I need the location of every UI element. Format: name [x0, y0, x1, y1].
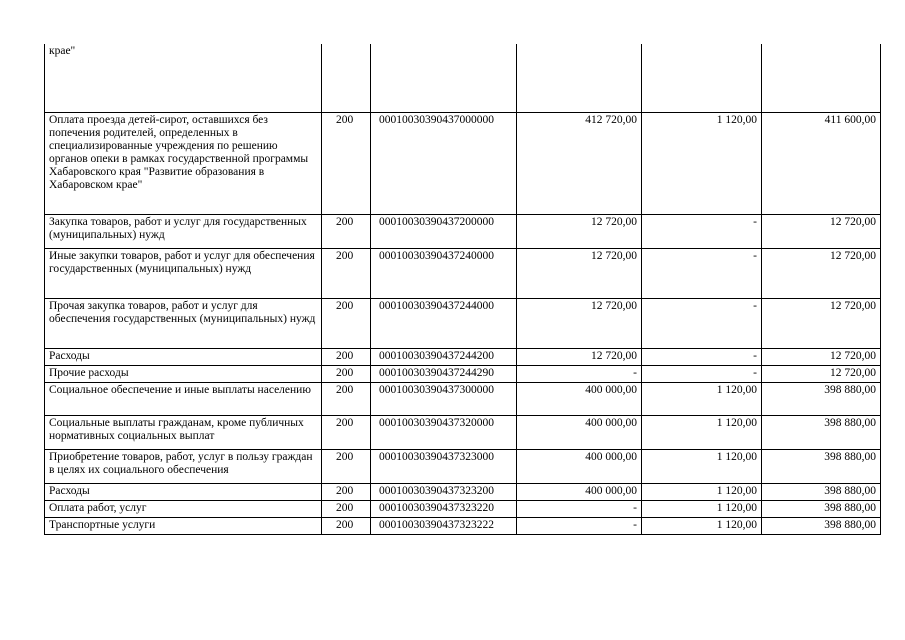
cell-budget-classification-code: 00010030390437323200 — [371, 483, 517, 500]
cell-executed-amount: - — [642, 348, 762, 365]
cell-line-code: 200 — [322, 112, 371, 214]
cell-name: крае" — [45, 44, 322, 112]
cell-name: Социальное обеспечение и иные выплаты населению — [45, 382, 322, 415]
cell-unexecuted-amount: 398 880,00 — [762, 517, 881, 534]
cell-line-code: 200 — [322, 500, 371, 517]
cell-executed-amount: 1 120,00 — [642, 517, 762, 534]
cell-approved-amount — [517, 44, 642, 112]
cell-executed-amount: - — [642, 248, 762, 298]
cell-budget-classification-code — [371, 44, 517, 112]
cell-name: Социальные выплаты гражданам, кроме публичных нормативных социальных выплат — [45, 415, 322, 449]
cell-executed-amount — [642, 44, 762, 112]
cell-executed-amount: 1 120,00 — [642, 415, 762, 449]
cell-executed-amount: 1 120,00 — [642, 449, 762, 483]
cell-budget-classification-code: 00010030390437300000 — [371, 382, 517, 415]
cell-budget-classification-code: 00010030390437244290 — [371, 365, 517, 382]
cell-unexecuted-amount: 12 720,00 — [762, 365, 881, 382]
cell-line-code: 200 — [322, 298, 371, 348]
cell-unexecuted-amount: 12 720,00 — [762, 214, 881, 248]
cell-name: Расходы — [45, 348, 322, 365]
cell-name: Приобретение товаров, работ, услуг в пользу граждан в целях их социального обеспечения — [45, 449, 322, 483]
cell-unexecuted-amount: 398 880,00 — [762, 483, 881, 500]
cell-name: Иные закупки товаров, работ и услуг для обеспечения государственных (муниципальных) нужд — [45, 248, 322, 298]
cell-name: Прочие расходы — [45, 365, 322, 382]
table-row — [45, 415, 881, 449]
cell-name: Прочая закупка товаров, работ и услуг для обеспечения государственных (муниципальных) нужд — [45, 298, 322, 348]
cell-line-code: 200 — [322, 415, 371, 449]
cell-name: Расходы — [45, 483, 322, 500]
cell-executed-amount: - — [642, 365, 762, 382]
cell-approved-amount: 400 000,00 — [517, 382, 642, 415]
cell-budget-classification-code: 00010030390437244200 — [371, 348, 517, 365]
table-row — [45, 517, 881, 534]
cell-budget-classification-code: 00010030390437240000 — [371, 248, 517, 298]
cell-executed-amount: 1 120,00 — [642, 500, 762, 517]
cell-unexecuted-amount: 398 880,00 — [762, 382, 881, 415]
cell-line-code: 200 — [322, 483, 371, 500]
table-row — [45, 44, 881, 112]
cell-unexecuted-amount: 12 720,00 — [762, 348, 881, 365]
cell-budget-classification-code: 00010030390437323222 — [371, 517, 517, 534]
cell-approved-amount: 12 720,00 — [517, 298, 642, 348]
cell-executed-amount: 1 120,00 — [642, 382, 762, 415]
cell-budget-classification-code: 00010030390437323220 — [371, 500, 517, 517]
cell-budget-classification-code: 00010030390437000000 — [371, 112, 517, 214]
cell-unexecuted-amount: 411 600,00 — [762, 112, 881, 214]
table-row — [45, 298, 881, 348]
table-body — [45, 44, 881, 534]
cell-executed-amount: - — [642, 214, 762, 248]
table-row — [45, 348, 881, 365]
cell-unexecuted-amount: 12 720,00 — [762, 248, 881, 298]
cell-approved-amount: 400 000,00 — [517, 483, 642, 500]
cell-line-code: 200 — [322, 449, 371, 483]
table-row — [45, 112, 881, 214]
cell-executed-amount: 1 120,00 — [642, 483, 762, 500]
cell-budget-classification-code: 00010030390437320000 — [371, 415, 517, 449]
cell-unexecuted-amount: 398 880,00 — [762, 500, 881, 517]
table-row — [45, 248, 881, 298]
cell-name: Оплата проезда детей-сирот, оставшихся без попечения родителей, определенных в специализированные учреждения по решению органов опеки в рамках государственной программы Хабаровского края "Развитие образования в Хабаровском крае" — [45, 112, 322, 214]
cell-budget-classification-code: 00010030390437323000 — [371, 449, 517, 483]
table-row — [45, 483, 881, 500]
cell-line-code: 200 — [322, 365, 371, 382]
cell-line-code: 200 — [322, 348, 371, 365]
cell-approved-amount: 400 000,00 — [517, 449, 642, 483]
cell-name: Транспортные услуги — [45, 517, 322, 534]
cell-executed-amount: 1 120,00 — [642, 112, 762, 214]
cell-line-code — [322, 44, 371, 112]
cell-line-code: 200 — [322, 248, 371, 298]
table-row — [45, 214, 881, 248]
cell-unexecuted-amount — [762, 44, 881, 112]
cell-budget-classification-code: 00010030390437200000 — [371, 214, 517, 248]
cell-approved-amount: - — [517, 517, 642, 534]
cell-line-code: 200 — [322, 517, 371, 534]
cell-unexecuted-amount: 12 720,00 — [762, 298, 881, 348]
cell-approved-amount: - — [517, 500, 642, 517]
cell-unexecuted-amount: 398 880,00 — [762, 449, 881, 483]
cell-approved-amount: - — [517, 365, 642, 382]
cell-unexecuted-amount: 398 880,00 — [762, 415, 881, 449]
cell-line-code: 200 — [322, 214, 371, 248]
table-row — [45, 382, 881, 415]
cell-line-code: 200 — [322, 382, 371, 415]
cell-approved-amount: 12 720,00 — [517, 248, 642, 298]
table-row — [45, 500, 881, 517]
cell-approved-amount: 12 720,00 — [517, 348, 642, 365]
cell-approved-amount: 412 720,00 — [517, 112, 642, 214]
cell-name: Оплата работ, услуг — [45, 500, 322, 517]
cell-approved-amount: 12 720,00 — [517, 214, 642, 248]
cell-name: Закупка товаров, работ и услуг для государственных (муниципальных) нужд — [45, 214, 322, 248]
table-row — [45, 449, 881, 483]
table-row — [45, 365, 881, 382]
budget-execution-table — [44, 44, 881, 535]
cell-budget-classification-code: 00010030390437244000 — [371, 298, 517, 348]
cell-executed-amount: - — [642, 298, 762, 348]
cell-approved-amount: 400 000,00 — [517, 415, 642, 449]
